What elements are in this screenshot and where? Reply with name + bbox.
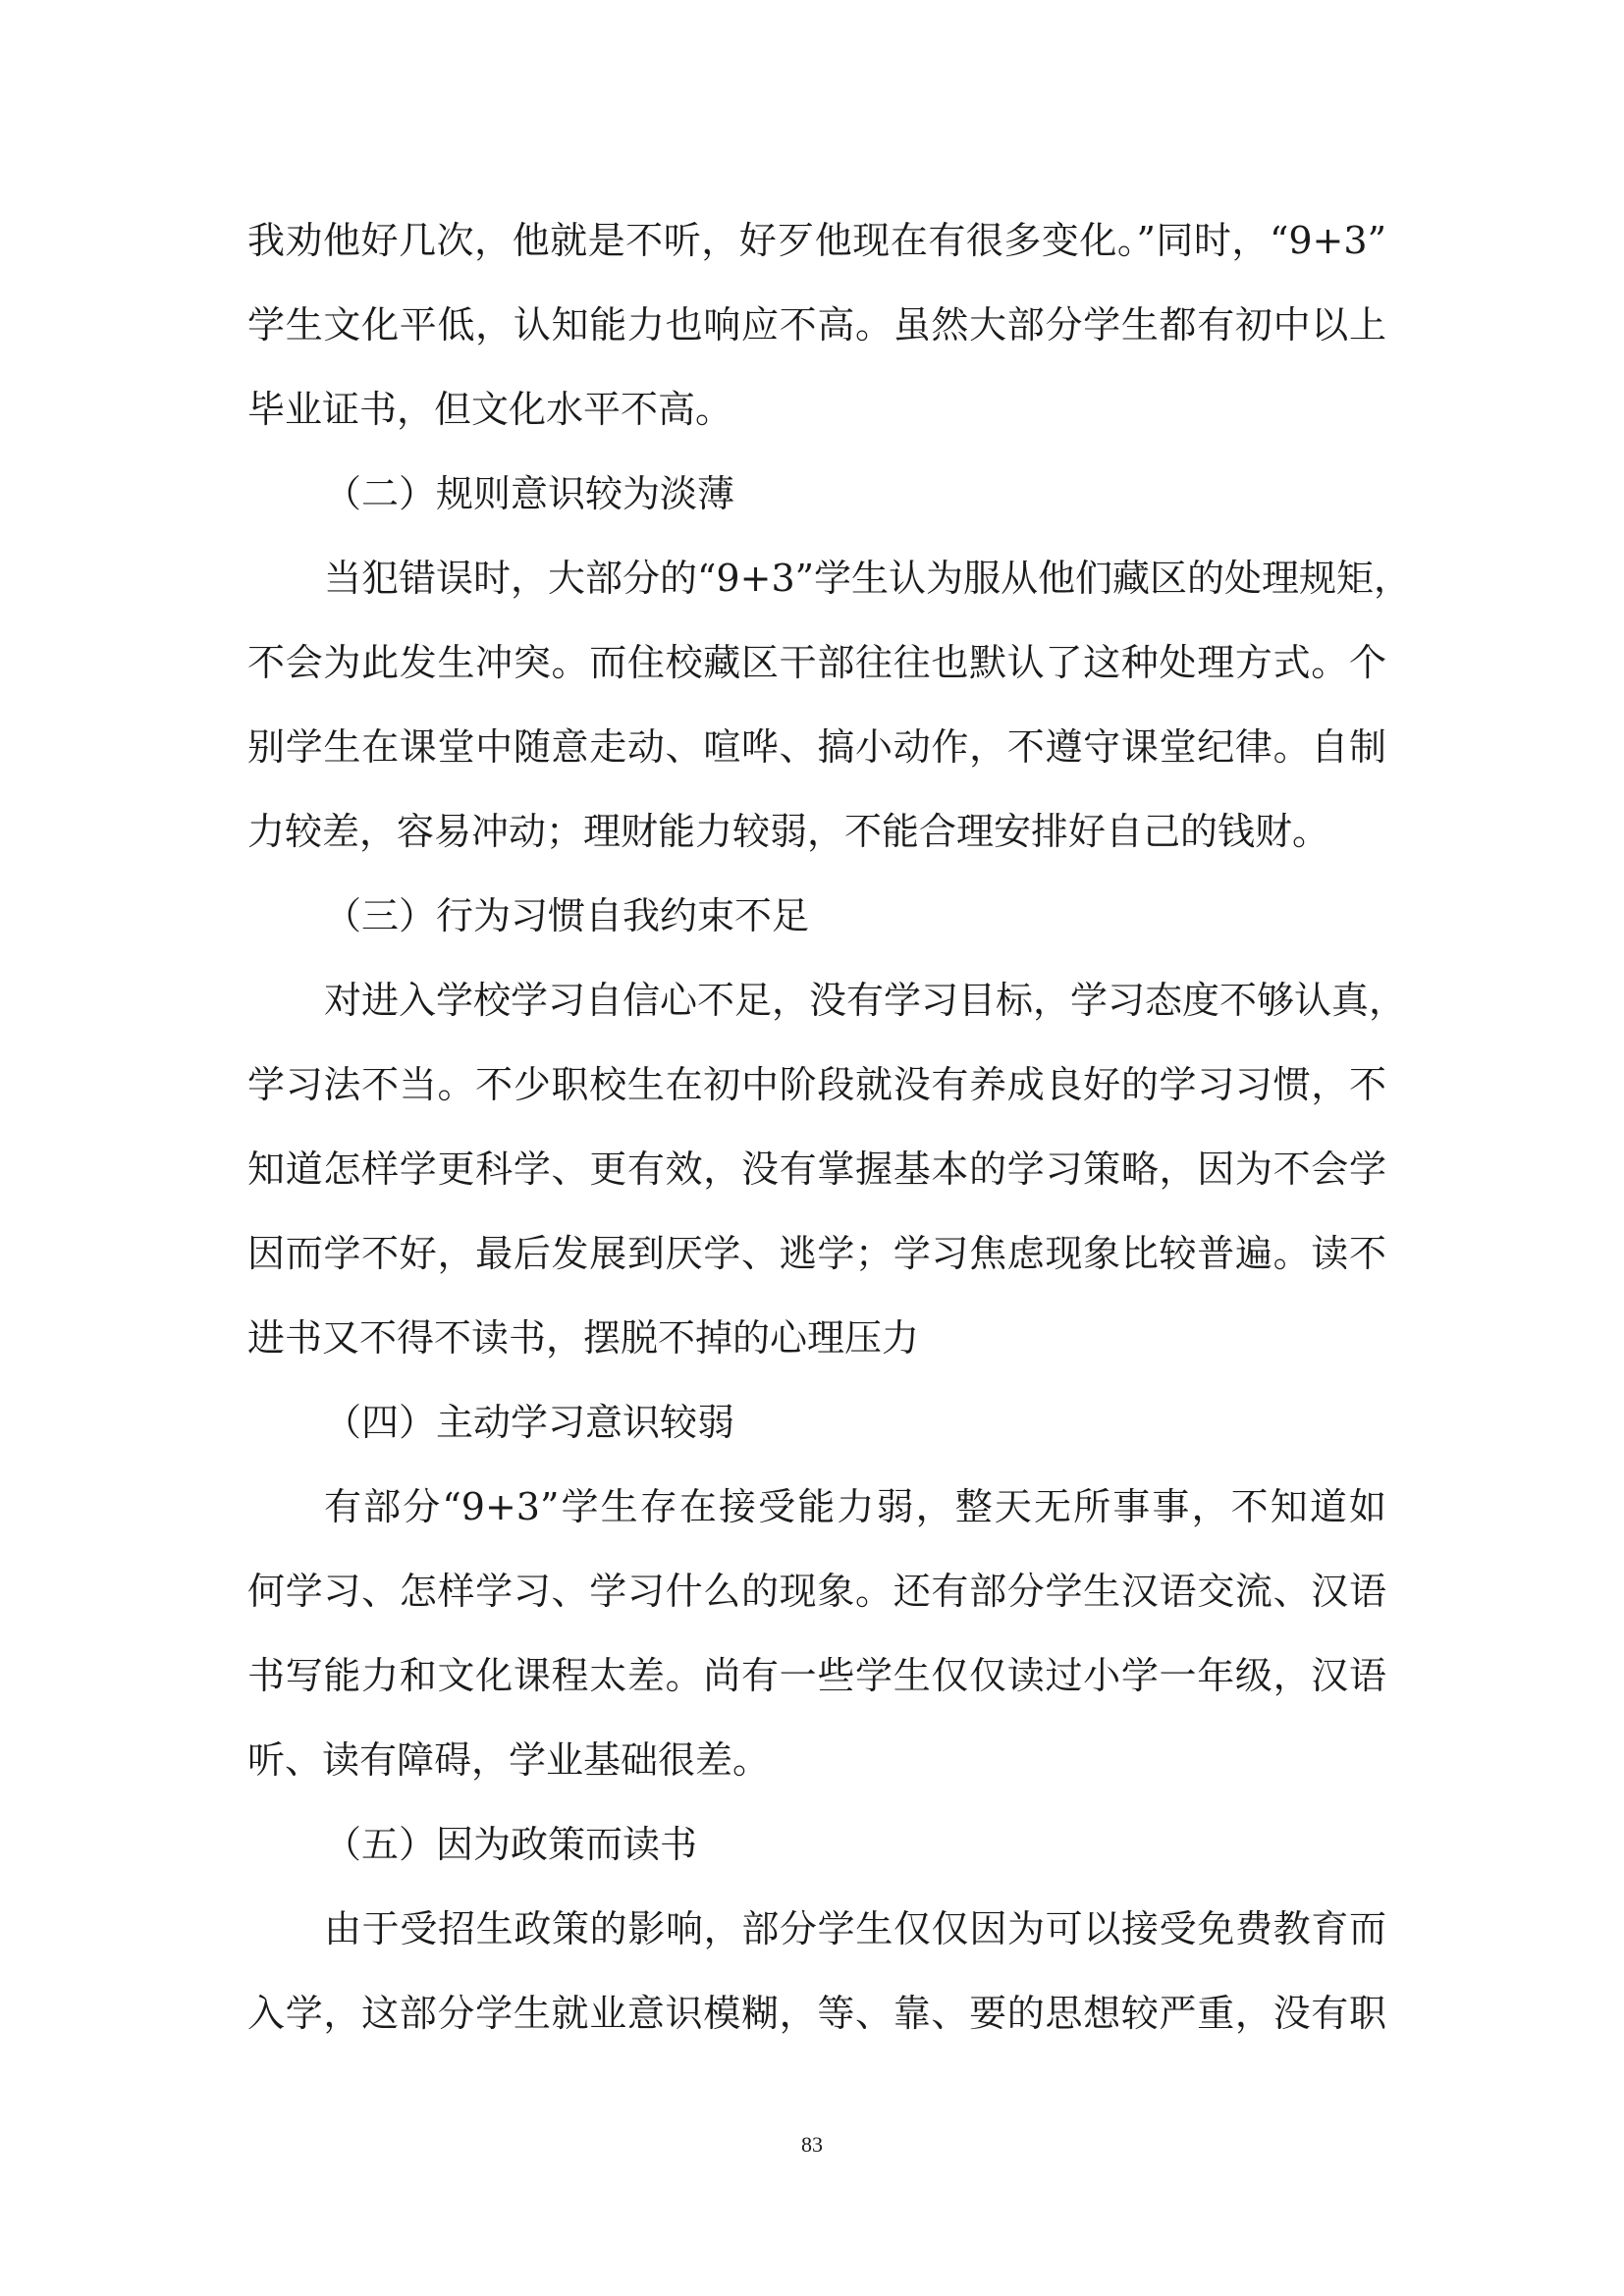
paragraph-line: 力较差，容易冲动；理财能力较弱，不能合理安排好自己的钱财。 — [247, 810, 1330, 853]
paragraph-line: 学生文化平低，认知能力也响应不高。虽然大部分学生都有初中以上 — [247, 303, 1386, 347]
section-heading: （四）主动学习意识较弱 — [324, 1401, 735, 1444]
paragraph-line: 不会为此发生冲突。而住校藏区干部往往也默认了这种处理方式。个 — [247, 641, 1386, 684]
paragraph-line: 入学，这部分学生就业意识模糊，等、靠、要的思想较严重，没有职 — [247, 1992, 1386, 2035]
paragraph-line: 由于受招生政策的影响，部分学生仅仅因为可以接受免费教育而 — [324, 1907, 1386, 1950]
page-number: 83 — [801, 2132, 823, 2157]
paragraph-line: 当犯错误时，大部分的“9+3”学生认为服从他们藏区的处理规矩， — [324, 557, 1412, 600]
section-heading: （二）规则意识较为淡薄 — [324, 472, 735, 515]
paragraph-line: 听、读有障碍，学业基础很差。 — [247, 1738, 771, 1782]
paragraph-line: 学习法不当。不少职校生在初中阶段就没有养成良好的学习习惯，不 — [247, 1063, 1386, 1106]
paragraph-line: 进书又不得不读书，摆脱不掉的心理压力 — [247, 1316, 920, 1360]
paragraph-line: 对进入学校学习自信心不足，没有学习目标，学习态度不够认真， — [324, 979, 1407, 1022]
paragraph-line: 何学习、怎样学习、学习什么的现象。还有部分学生汉语交流、汉语 — [247, 1570, 1386, 1613]
section-heading: （三）行为习惯自我约束不足 — [324, 894, 810, 937]
paragraph-line: 知道怎样学更科学、更有效，没有掌握基本的学习策略，因为不会学 — [247, 1148, 1386, 1191]
paragraph-line: 我劝他好几次，他就是不听，好歹他现在有很多变化。”同时，“9+3” — [247, 219, 1386, 262]
paragraph-line: 毕业证书，但文化水平不高。 — [247, 388, 733, 431]
section-heading: （五）因为政策而读书 — [324, 1823, 698, 1866]
paragraph-line: 有部分“9+3”学生存在接受能力弱，整天无所事事，不知道如 — [324, 1485, 1386, 1528]
paragraph-line: 书写能力和文化课程太差。尚有一些学生仅仅读过小学一年级，汉语 — [247, 1654, 1386, 1697]
paragraph-line: 因而学不好，最后发展到厌学、逃学；学习焦虑现象比较普遍。读不 — [247, 1232, 1386, 1275]
paragraph-line: 别学生在课堂中随意走动、喧哗、搞小动作，不遵守课堂纪律。自制 — [247, 725, 1386, 769]
